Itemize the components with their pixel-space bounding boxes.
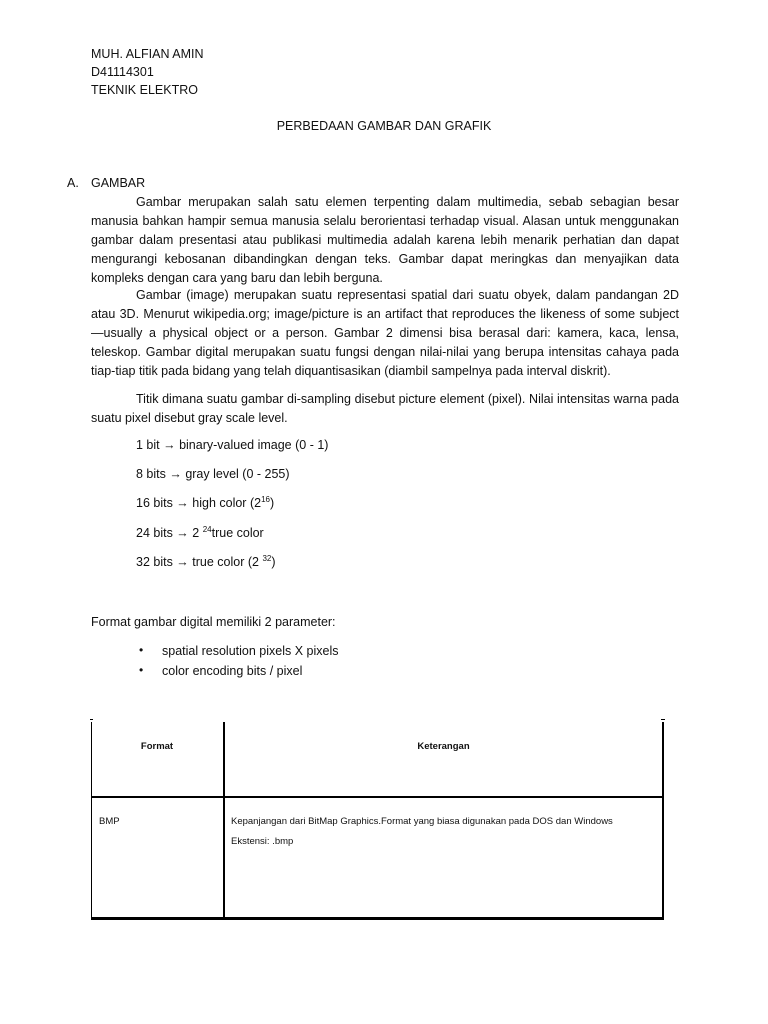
bit-depth-item: 8 bits → gray level (0 - 255) bbox=[136, 467, 290, 481]
paragraph-3: Titik dimana suatu gambar di-sampling disebut picture element (pixel). Nilai intensitas warna pada suatu pixel disebut gray scale level. bbox=[91, 392, 679, 425]
bit-depth-item: 24 bits → 2 $^{24}$true color bbox=[136, 524, 264, 540]
section-marker: A. bbox=[67, 176, 79, 190]
bit-depth-item: 16 bits → high color $(2^{16})$ bbox=[136, 494, 275, 510]
parameter-item: color encoding bits / pixel bbox=[162, 664, 303, 678]
table-row-divider bbox=[91, 796, 664, 798]
author-name: MUH. ALFIAN AMIN bbox=[91, 47, 204, 61]
table-cell-description: Kepanjangan dari BitMap Graphics.Format yang biasa digunakan pada DOS dan Windows bbox=[231, 816, 613, 827]
table-border-right bbox=[662, 722, 664, 919]
bit-depth-item: 32 bits → true color (2 $^{32}$) bbox=[136, 553, 276, 569]
paragraph-1: Gambar merupakan salah satu elemen terpenting dalam multimedia, sebab sebagian besar manusia bahkan hampir semua manusia selalu berorientasi terhadap visual. Alasan untuk menggunakan gambar dalam presentasi atau publikasi multimedia adalah karena lebih menarik perhatian dan dapat mengurangi kebosanan dibandingkan dengan teks. Gambar dapat meringkas dan menyajikan data kompleks dengan cara yang baru dan lebih berguna. bbox=[91, 195, 679, 285]
bullet-icon: • bbox=[139, 643, 144, 657]
table-corner-mark bbox=[661, 719, 665, 720]
table-cell-format: BMP bbox=[99, 816, 120, 827]
section-heading: GAMBAR bbox=[91, 176, 146, 190]
document-title: PERBEDAAN GAMBAR DAN GRAFIK bbox=[276, 119, 492, 133]
table-cell-extension: Ekstensi: .bmp bbox=[231, 836, 294, 847]
paragraph-2: Gambar (image) merupakan suatu representasi spatial dari suatu obyek, dalam pandangan 2D atau 3D. Menurut wikipedia.org; image/picture is an artifact that reproduces the likeness of some subject—usually a physical object or a person. Gambar 2 dimensi bisa berasal dari: kamera, kaca, lensa, teleskop. Gambar digital merupakan suatu fungsi dengan nilai-nilai yang berupa intensitas cahaya pada tiap-tiap titik pada bidang yang telah diquantisasikan (diambil sampelnya pada interval diskrit). bbox=[91, 288, 679, 378]
author-department: TEKNIK ELEKTRO bbox=[91, 83, 198, 97]
table-header-format: Format bbox=[140, 741, 174, 752]
table-corner-mark bbox=[90, 719, 93, 720]
bit-depth-item: 1 bit → binary-valued image (0 - 1) bbox=[136, 438, 329, 452]
bullet-icon: • bbox=[139, 663, 144, 677]
parameter-item: spatial resolution pixels X pixels bbox=[162, 644, 339, 658]
table-border-bottom bbox=[91, 917, 664, 920]
author-id: D41114301 bbox=[91, 65, 154, 79]
table-header-keterangan: Keterangan bbox=[417, 741, 470, 752]
format-intro: Format gambar digital memiliki 2 parameter: bbox=[91, 615, 336, 629]
